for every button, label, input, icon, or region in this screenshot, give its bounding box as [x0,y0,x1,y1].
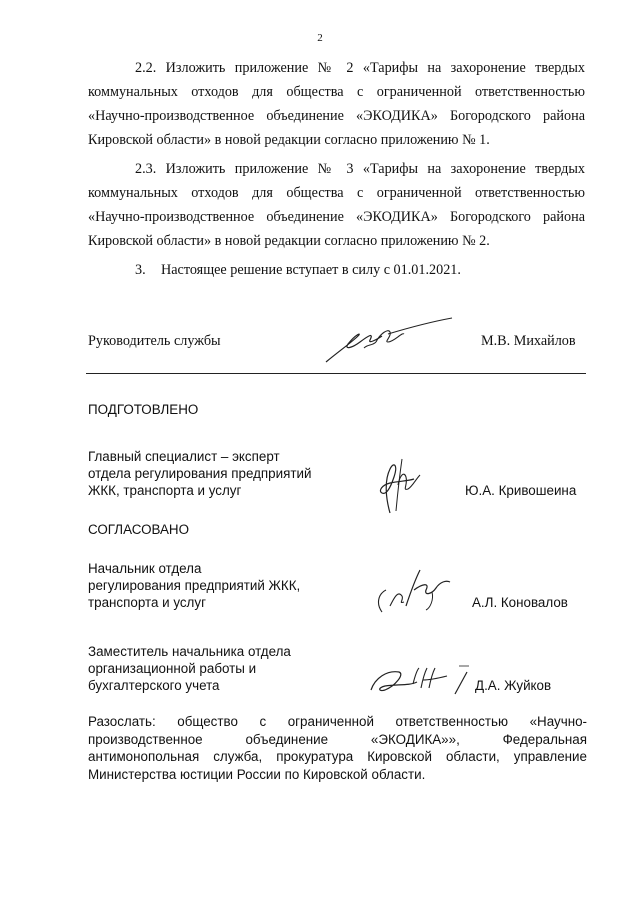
agreed-signer-1-position-line: транспорта и услуг [88,595,206,610]
agreed-signer-1-position [88,560,300,611]
agreed-signer-2-position [88,643,291,694]
prepared-signature-icon [368,455,428,517]
prepared-name: Ю.А. Кривошеина [465,483,577,498]
distribution-line: Министерства юстиции России по Кировской области. [88,766,426,782]
prepared-position-line: отдела регулирования предприятий [88,466,312,481]
prepared-heading: ПОДГОТОВЛЕНО [88,402,199,417]
item-2-3-line: Кировской области» в новой редакции согласно приложению № 2. [88,233,490,249]
item-2-3-line: «Научно-производственное объединение «ЭКОДИКА» Богородского района [88,209,585,225]
item-2-2-line: 2.2. Изложить приложение № 2 «Тарифы на захоронение твердых [135,60,585,76]
agreed-signer-1-signature-icon [370,566,460,616]
distribution-paragraph [88,713,587,783]
item-2-2-line: коммунальных отходов для общества с ограниченной ответственностью [88,84,585,100]
agreed-signer-2-signature-icon [365,660,475,700]
item-2-2-line: «Научно-производственное объединение «ЭКОДИКА» Богородского района [88,108,585,124]
head-title: Руководитель службы [88,333,221,349]
agreed-heading: СОГЛАСОВАНО [88,522,190,537]
agreed-signer-2-position-line: Заместитель начальника отдела [88,644,291,659]
item-2-2-line: Кировской области» в новой редакции согласно приложению № 1. [88,132,490,148]
prepared-position-line: ЖКК, транспорта и услуг [88,483,242,498]
head-name: М.В. Михайлов [481,333,576,349]
item-2-3-line: 2.3. Изложить приложение № 3 «Тарифы на захоронение твердых [135,161,585,177]
item-2-3-paragraph [88,157,585,253]
distribution-line: Разослать: общество с ограниченной ответственностью «Научно- [88,714,587,729]
agreed-signer-1-position-line: Начальник отдела [88,561,202,576]
agreed-signer-1-name: А.Л. Коновалов [472,595,568,610]
prepared-position-line: Главный специалист – эксперт [88,449,280,464]
agreed-signer-2-position-line: бухгалтерского учета [88,678,220,693]
agreed-signer-2-name: Д.А. Жуйков [475,678,552,693]
item-2-2-paragraph [88,56,585,152]
agreed-signer-1-position-line: регулирования предприятий ЖКК, [88,578,301,593]
prepared-position [88,448,311,499]
page-number: 2 [317,32,323,44]
separator-line [86,373,586,374]
item-2-3-line: коммунальных отходов для общества с ограниченной ответственностью [88,185,585,201]
item-3-number: 3. [135,262,146,278]
distribution-line: производственное объединение «ЭКОДИКА»», Федеральная [88,731,587,747]
distribution-line: антимонопольная служба, прокуратура Кировской области, управление [88,749,587,764]
head-signature-icon [318,312,458,372]
item-3-text: Настоящее решение вступает в силу с 01.01.2021. [161,262,461,278]
agreed-signer-2-position-line: организационной работы и [88,661,257,676]
